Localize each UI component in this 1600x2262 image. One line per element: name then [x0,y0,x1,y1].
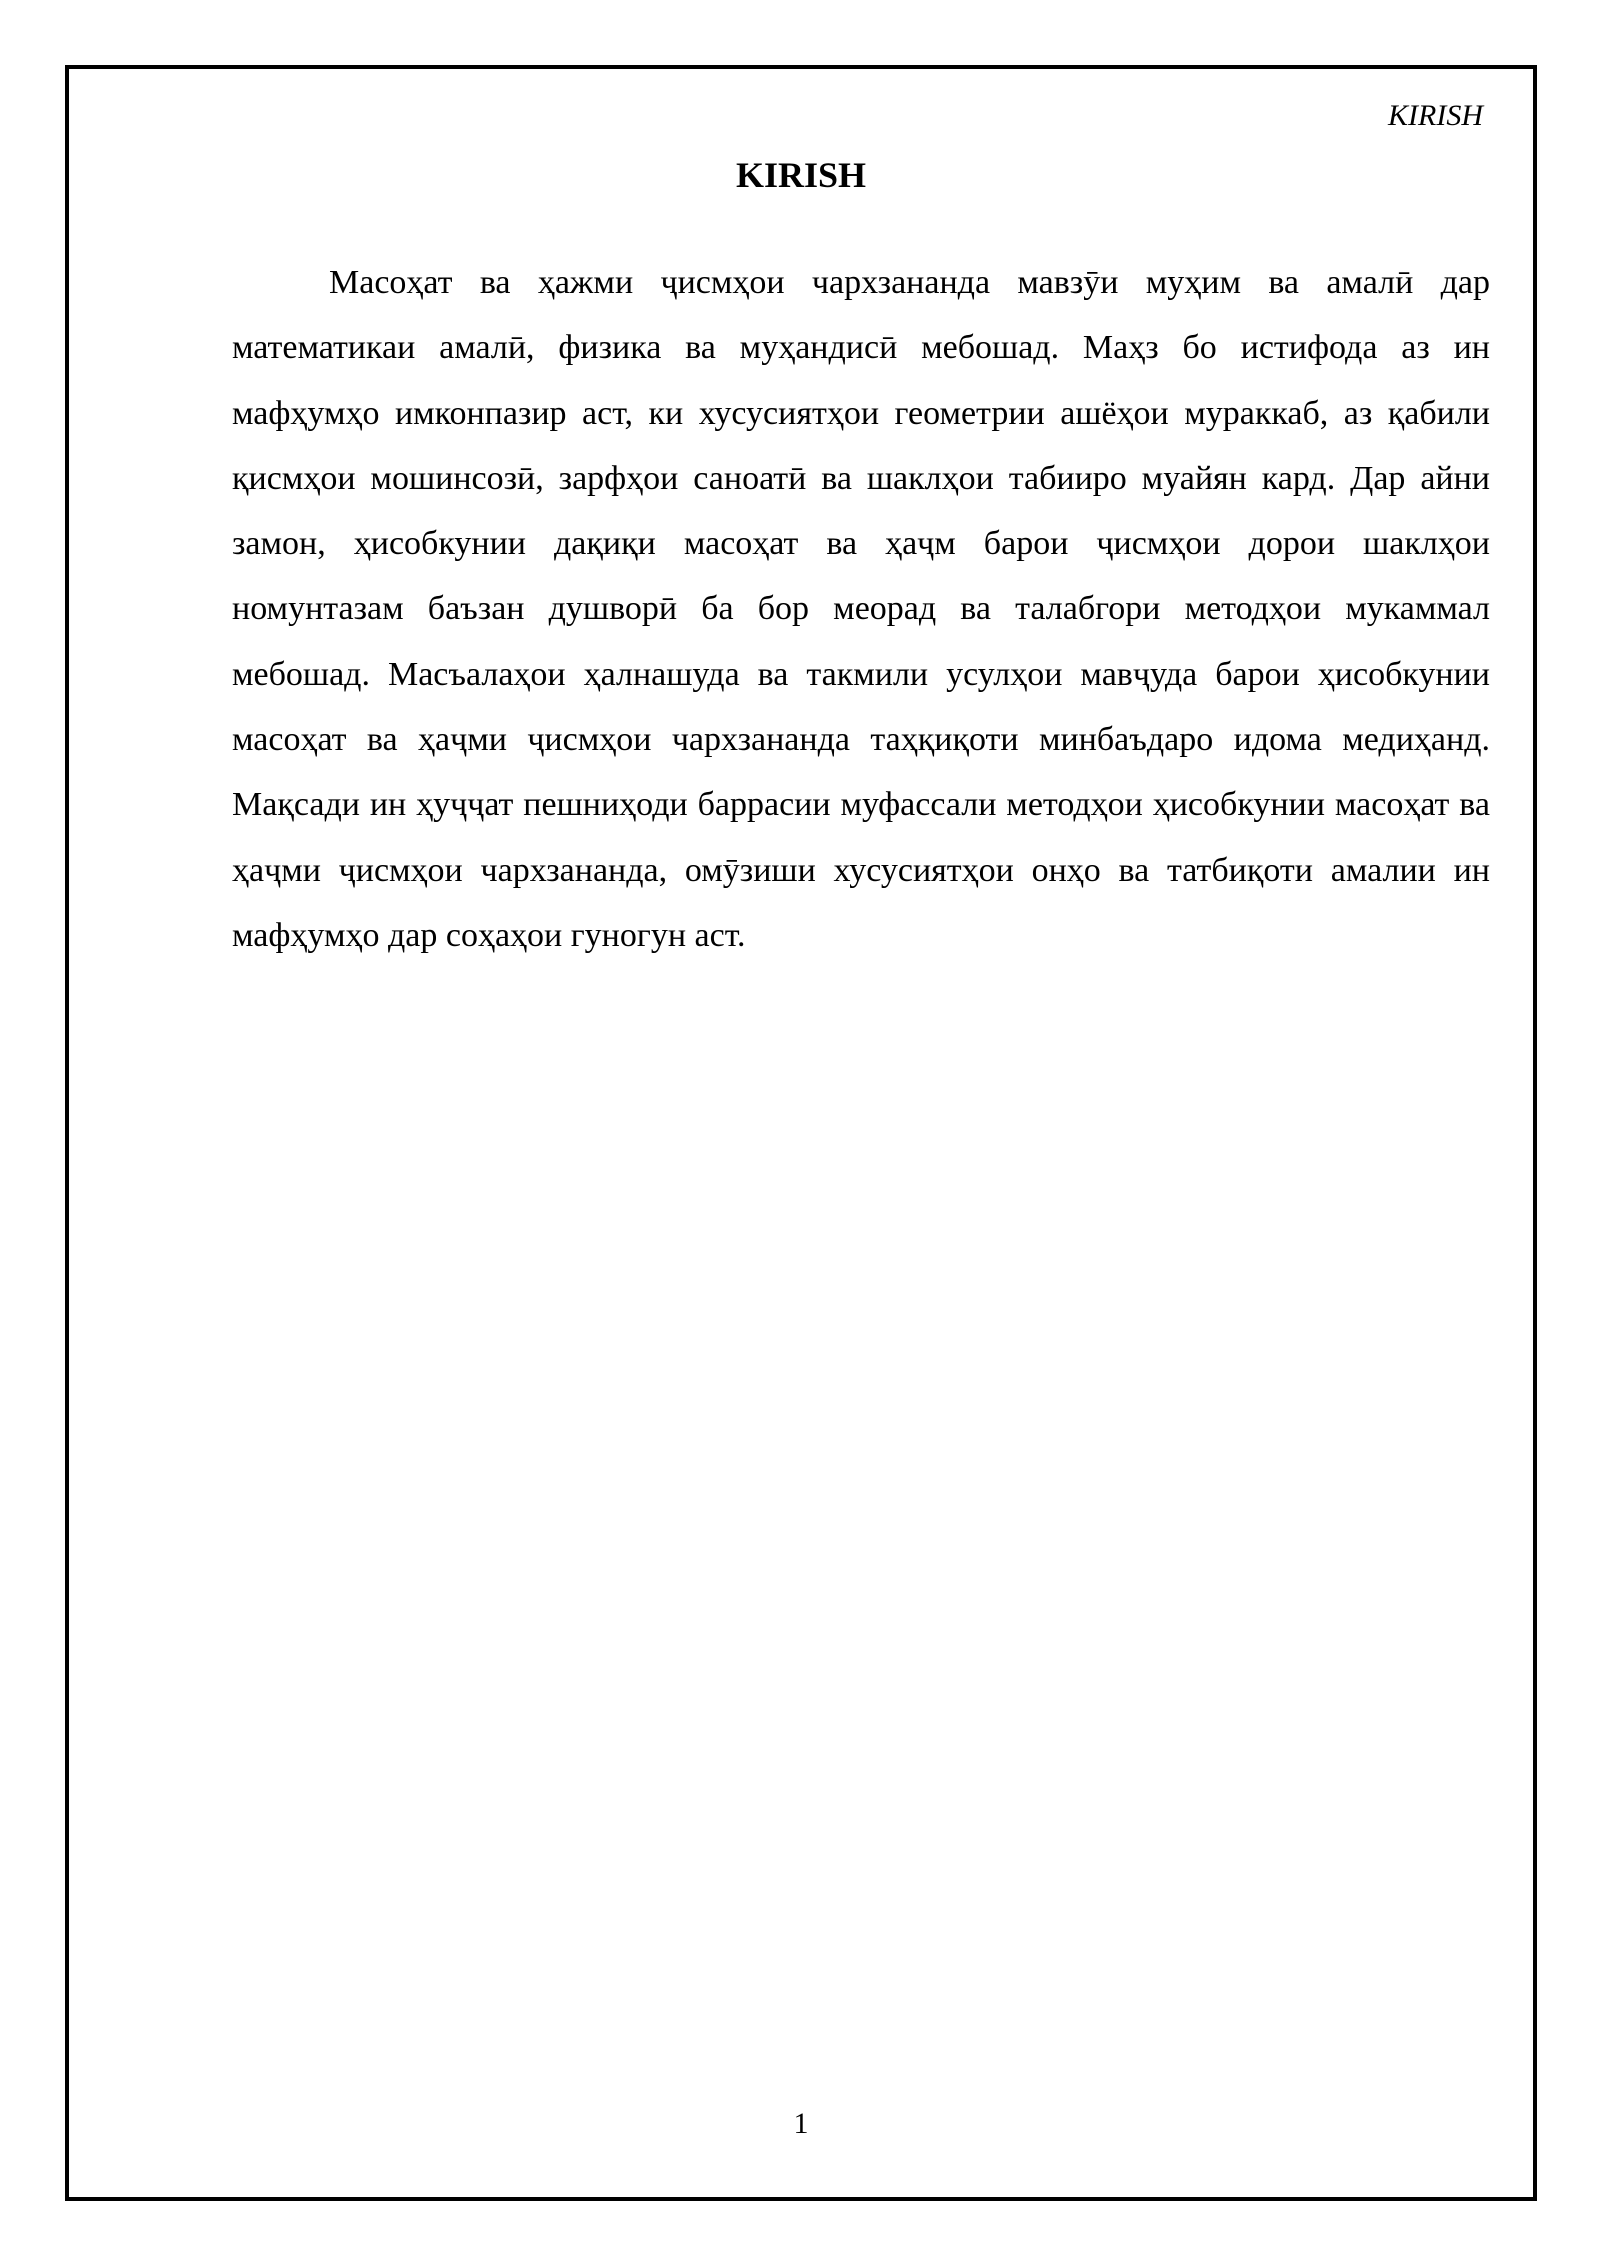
running-header: KIRISH [1388,99,1483,132]
body-paragraph: Масоҳат ва ҳажми ҷисмҳои чархзананда мавзӯи муҳим ва амалӣ дар математикаи амалӣ, физика ва муҳандисӣ мебошад. Маҳз бо истифода аз ин мафҳумҳо имконпазир аст, ки хусусиятҳои геометрии ашёҳои мураккаб, аз қабили қисмҳои мошинсозӣ, зарфҳои саноатӣ ва шаклҳои табииро муайян кард. Дар айни замон, ҳисобкунии дақиқи масоҳат ва ҳаҷм барои ҷисмҳои дорои шаклҳои номунтазам баъзан душворӣ ба бор меорад ва талабгори методҳои мукаммал мебошад. Масъалаҳои ҳалнашуда ва такмили усулҳои мавҷуда барои ҳисобкунии масоҳат ва ҳаҷми ҷисмҳои чархзананда таҳқиқоти минбаъдаро идома медиҳанд. Мақсади ин ҳуҷҷат пешниҳоди баррасии муфассали методҳои ҳисобкунии масоҳат ва ҳаҷми ҷисмҳои чархзананда, омӯзиши хусусиятҳои онҳо ва татбиқоти амалии ин мафҳумҳо дар соҳаҳои гуногун аст. [232,264,1490,954]
page-number: 1 [793,2107,809,2140]
page-title: KIRISH [735,155,867,195]
page-border [65,65,1537,2201]
